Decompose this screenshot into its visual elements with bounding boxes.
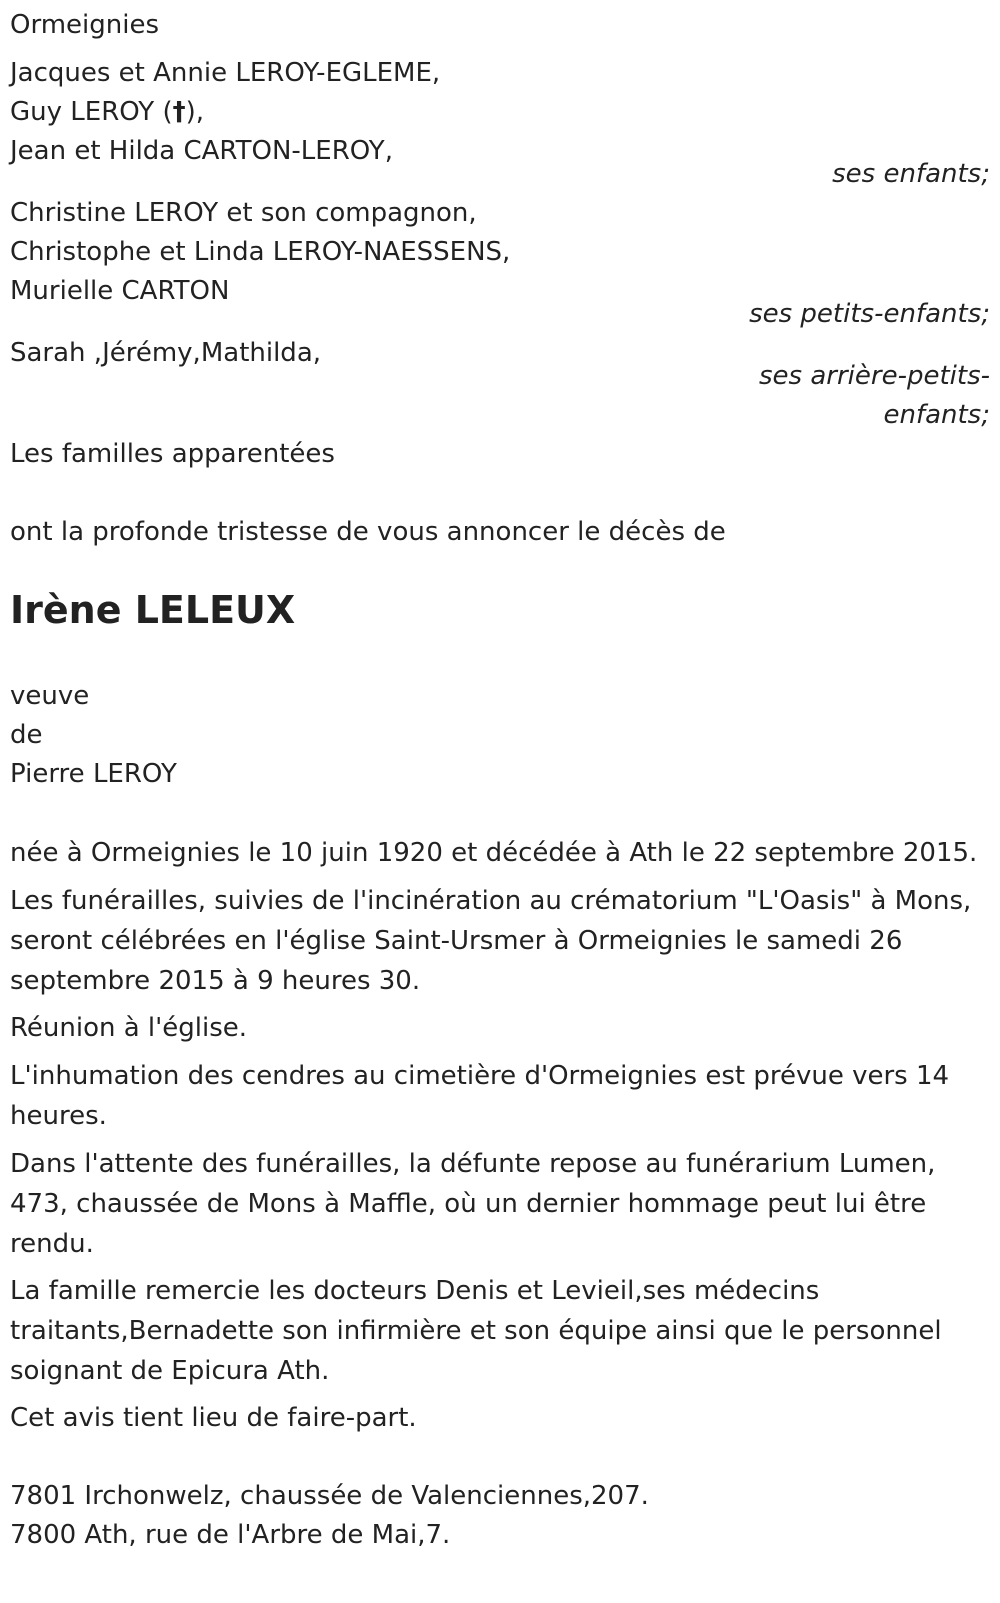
grandchildren-role: ses petits-enfants; — [749, 299, 990, 329]
deceased-name: Irène LELEUX — [10, 588, 296, 632]
funeral-paragraph: Les funérailles, suivies de l'incinération au crématorium "L'Oasis" à Mons, seront célébrées en l'église Saint-Ursmer à Ormeignies le samedi 26 septembre 2015 à 9 heures 30. — [10, 886, 972, 996]
widow-line-3: Pierre LEROY — [10, 759, 177, 789]
burial-paragraph: L'inhumation des cendres au cimetière d'Ormeignies est prévue vers 14 heures. — [10, 1061, 950, 1131]
great-grandchildren-role-2: enfants; — [883, 400, 990, 430]
child-suffix-2: ), — [185, 97, 205, 127]
children-role: ses enfants; — [832, 159, 990, 189]
notice-paragraph: Cet avis tient lieu de faire-part. — [10, 1403, 417, 1433]
rest-paragraph: Dans l'attente des funérailles, la défunte repose au funérarium Lumen, 473, chaussée de Mons à Maffle, où un dernier hommage peut lui être rendu. — [10, 1149, 936, 1259]
child-line-2 — [10, 92, 204, 132]
child-name-2: Guy LEROY ( — [10, 97, 173, 127]
families-line: Les familles apparentées — [10, 439, 335, 469]
child-line-3: Jean et Hilda CARTON-LEROY, — [10, 136, 393, 166]
grandchild-line-2: Christophe et Linda LEROY-NAESSENS, — [10, 237, 511, 267]
cross-icon: † — [172, 97, 186, 127]
great-grandchildren-role-1: ses arrière-petits- — [759, 361, 990, 391]
widow-line-2: de — [10, 720, 43, 750]
widow-line-1: veuve — [10, 681, 90, 711]
reunion-paragraph: Réunion à l'église. — [10, 1013, 248, 1043]
grandchild-line-1: Christine LEROY et son compagnon, — [10, 198, 477, 228]
address-line-1: 7801 Irchonwelz, chaussée de Valenciennes,207. — [10, 1481, 649, 1511]
thanks-paragraph: La famille remercie les docteurs Denis et Levieil,ses médecins traitants,Bernadette son infirmière et son équipe ainsi que le personnel soignant de Epicura Ath. — [10, 1276, 942, 1386]
announcement-line: ont la profonde tristesse de vous annoncer le décès de — [10, 517, 726, 547]
birth-death-paragraph: née à Ormeignies le 10 juin 1920 et décédée à Ath le 22 septembre 2015. — [10, 838, 978, 868]
grandchild-line-3: Murielle CARTON — [10, 276, 230, 306]
address-line-2: 7800 Ath, rue de l'Arbre de Mai,7. — [10, 1520, 451, 1550]
place-heading: Ormeignies — [10, 10, 159, 40]
great-grandchildren-line: Sarah ,Jérémy,Mathilda, — [10, 338, 322, 368]
child-line-1: Jacques et Annie LEROY-EGLEME, — [10, 58, 441, 88]
